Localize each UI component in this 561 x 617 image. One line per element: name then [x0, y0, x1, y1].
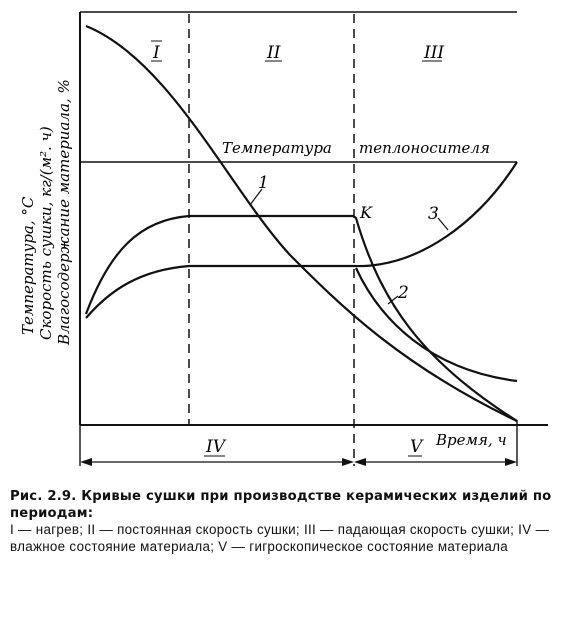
- caption-body: I — нагрев; II — постоянная скорость сушки; III — падающая скорость сушки; IV — влажное состояние материала; V — гигроскопическое состояние материала: [10, 522, 550, 554]
- y-axis-label-drying-rate: Скорость сушки, кг/(м². ч): [37, 126, 55, 340]
- state-V-label: V: [410, 437, 423, 457]
- curve-3-label: 3: [428, 204, 439, 224]
- temp-line-label-left: Температура: [222, 139, 332, 157]
- period-II-label: II: [267, 43, 281, 63]
- leader-3: [438, 218, 448, 230]
- curve-1-moisture: [86, 26, 517, 421]
- y-axis-label-moisture: Влагосодержание материала, %: [55, 79, 73, 345]
- period-I-label: I: [153, 43, 160, 63]
- arrowhead: [505, 458, 517, 466]
- arrowhead: [342, 458, 354, 466]
- curve-2-drying-rate: [86, 216, 517, 421]
- period-III-label: III: [424, 43, 445, 63]
- temp-line-label-right: теплоносителя: [359, 139, 490, 157]
- arrowhead: [80, 458, 92, 466]
- arrowhead: [354, 458, 366, 466]
- x-axis-label: Время, ч: [436, 431, 507, 449]
- point-K-label: K: [360, 203, 372, 222]
- caption-title: Рис. 2.9. Кривые сушки при производстве керамических изделий по периодам:: [10, 489, 552, 521]
- curve-1-label: 1: [258, 173, 269, 193]
- curve-3-material-temperature: [86, 162, 517, 318]
- y-axis-label-temperature: Температура, °С: [19, 196, 37, 335]
- figure-caption: [10, 488, 555, 555]
- curve-3-tail: [356, 268, 517, 381]
- curve-2-label: 2: [398, 283, 409, 303]
- state-IV-label: IV: [206, 437, 225, 457]
